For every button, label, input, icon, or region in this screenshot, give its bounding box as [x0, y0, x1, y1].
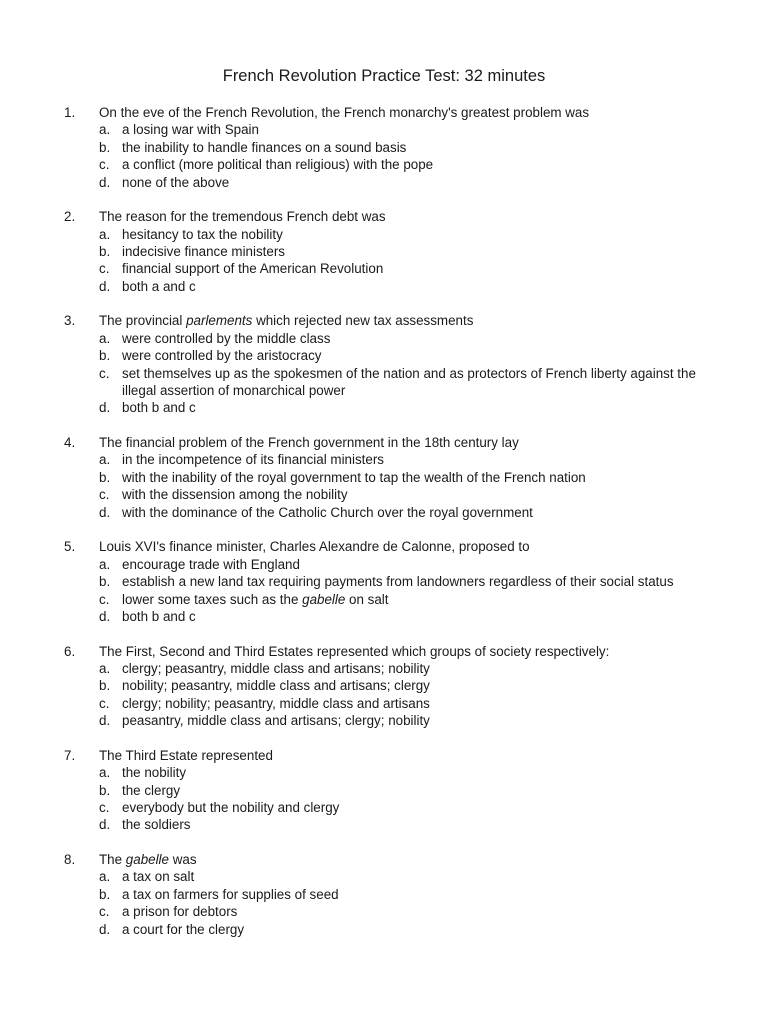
option-text: both a and c	[122, 278, 196, 294]
option-text: hesitancy to tax the nobility	[122, 226, 283, 242]
stem-text: The provincial	[99, 313, 187, 329]
option-letter: d.	[99, 713, 111, 729]
answer-option	[99, 347, 712, 364]
option-text: set themselves up as the spokesmen of the nation and as protectors of French liberty against the illegal assertion of monarchical power	[122, 365, 696, 399]
answer-option	[99, 764, 712, 781]
option-text: both b and c	[122, 608, 196, 624]
answer-option	[99, 486, 712, 503]
stem-italic-text: parlements	[186, 313, 253, 329]
answer-option	[99, 469, 712, 486]
option-text: peasantry, middle class and artisans; clergy; nobility	[122, 713, 430, 729]
answer-option	[99, 816, 712, 833]
option-text: financial support of the American Revolution	[122, 261, 384, 277]
question-stem	[99, 312, 719, 329]
option-letter: d.	[99, 817, 111, 833]
stem-text: Louis XVI's finance minister, Charles Alexandre de Calonne, proposed to	[99, 539, 530, 555]
option-text: establish a new land tax requiring payments from landowners regardless of their social status	[122, 574, 674, 590]
option-letter: b.	[99, 782, 111, 798]
option-letter: b.	[99, 678, 111, 694]
option-letter: c.	[99, 157, 110, 173]
option-letter: a.	[99, 330, 111, 346]
option-text: the clergy	[122, 782, 181, 798]
option-text: in the incompetence of its financial ministers	[122, 452, 384, 468]
answer-options	[0, 556, 768, 626]
option-text: a court for the clergy	[122, 921, 245, 937]
question-3	[0, 312, 768, 416]
question-2	[0, 208, 768, 295]
option-text: the soldiers	[122, 817, 191, 833]
stem-text: On the eve of the French Revolution, the French monarchy's greatest problem was	[99, 105, 590, 120]
option-letter: c.	[99, 695, 110, 711]
option-letter: d.	[99, 174, 111, 190]
option-letter: d.	[99, 921, 111, 937]
answer-option	[99, 330, 712, 347]
option-letter: a.	[99, 122, 111, 138]
option-letter: a.	[99, 869, 111, 885]
option-letter: b.	[99, 139, 111, 155]
option-text: were controlled by the middle class	[122, 330, 331, 346]
answer-option	[99, 156, 712, 173]
answer-option	[99, 504, 712, 521]
option-letter: d.	[99, 400, 111, 416]
option-letter: b.	[99, 469, 111, 485]
option-text: indecisive finance ministers	[122, 244, 285, 260]
answer-option	[99, 591, 712, 608]
question-number: 1.	[64, 105, 76, 120]
question-number: 7.	[64, 747, 76, 763]
answer-option	[99, 782, 712, 799]
question-7	[0, 747, 768, 834]
option-text: the inability to handle finances on a sound basis	[122, 139, 407, 155]
option-letter: b.	[99, 886, 111, 902]
answer-option	[99, 399, 712, 416]
option-text: everybody but the nobility and clergy	[122, 799, 340, 815]
answer-options	[0, 660, 768, 730]
option-letter: b.	[99, 348, 111, 364]
question-list	[0, 104, 768, 955]
question-stem	[99, 104, 719, 121]
option-text: none of the above	[122, 174, 230, 190]
answer-options	[0, 868, 768, 938]
option-text: a tax on salt	[122, 869, 195, 885]
answer-options	[0, 226, 768, 296]
option-text: a losing war with Spain	[122, 122, 259, 138]
option-letter: c.	[99, 365, 110, 381]
option-text: clergy; nobility; peasantry, middle class and artisans	[122, 695, 430, 711]
option-letter: c.	[99, 261, 110, 277]
option-letter: c.	[99, 799, 110, 815]
option-text: with the inability of the royal government to tap the wealth of the French nation	[122, 469, 586, 485]
question-6	[0, 643, 768, 730]
option-letter: b.	[99, 244, 111, 260]
stem-text: which rejected new tax assessments	[252, 313, 474, 329]
question-number: 4.	[64, 435, 76, 451]
question-number: 8.	[64, 851, 76, 867]
question-4	[0, 434, 768, 521]
question-stem	[99, 643, 719, 660]
answer-option	[99, 921, 712, 938]
option-text: lower some taxes such as the	[122, 591, 303, 607]
question-stem	[99, 538, 719, 555]
answer-option	[99, 677, 712, 694]
answer-options	[0, 764, 768, 834]
option-letter: d.	[99, 608, 111, 624]
stem-text: The	[99, 851, 126, 867]
option-letter: a.	[99, 765, 111, 781]
answer-option	[99, 660, 712, 677]
option-letter: c.	[99, 591, 110, 607]
answer-option	[99, 712, 712, 729]
option-text: encourage trade with England	[122, 556, 300, 572]
question-1	[0, 104, 768, 191]
answer-option	[99, 886, 712, 903]
option-text: clergy; peasantry, middle class and artisans; nobility	[122, 660, 430, 676]
option-letter: a.	[99, 226, 111, 242]
option-letter: a.	[99, 660, 111, 676]
answer-option	[99, 121, 712, 138]
question-number: 5.	[64, 539, 76, 555]
question-number: 2.	[64, 209, 76, 225]
question-5	[0, 538, 768, 625]
question-stem	[99, 208, 719, 225]
question-number: 3.	[64, 313, 76, 329]
stem-text: The reason for the tremendous French debt was	[99, 209, 386, 225]
option-text: with the dissension among the nobility	[122, 487, 348, 503]
option-text: the nobility	[122, 765, 187, 781]
option-text: a tax on farmers for supplies of seed	[122, 886, 339, 902]
option-text: a conflict (more political than religious) with the pope	[122, 157, 434, 173]
stem-text: was	[168, 851, 197, 867]
option-text: nobility; peasantry, middle class and artisans; clergy	[122, 678, 430, 694]
option-letter: a.	[99, 452, 111, 468]
answer-option	[99, 903, 712, 920]
answer-option	[99, 868, 712, 885]
option-letter: c.	[99, 487, 110, 503]
option-letter: a.	[99, 556, 111, 572]
option-text: on salt	[345, 591, 389, 607]
question-8	[0, 851, 768, 938]
question-number: 6.	[64, 643, 76, 659]
option-text: were controlled by the aristocracy	[122, 348, 322, 364]
question-stem	[99, 434, 719, 451]
stem-text: The First, Second and Third Estates represented which groups of society respectively:	[99, 643, 610, 659]
answer-option	[99, 799, 712, 816]
option-italic-text: gabelle	[302, 591, 346, 607]
option-letter: c.	[99, 904, 110, 920]
stem-text: The financial problem of the French government in the 18th century lay	[99, 435, 519, 451]
answer-option	[99, 451, 712, 468]
answer-options	[0, 121, 768, 191]
page-title: French Revolution Practice Test: 32 minutes	[222, 67, 546, 85]
question-stem	[99, 747, 719, 764]
stem-text: The Third Estate represented	[99, 747, 273, 763]
answer-option	[99, 556, 712, 573]
option-letter: d.	[99, 504, 111, 520]
option-text: a prison for debtors	[122, 904, 238, 920]
answer-option	[99, 278, 712, 295]
answer-option	[99, 174, 712, 191]
stem-italic-text: gabelle	[125, 851, 169, 867]
answer-option	[99, 243, 712, 260]
option-text: both b and c	[122, 400, 196, 416]
question-stem	[99, 851, 719, 868]
answer-option	[99, 139, 712, 156]
answer-option	[99, 226, 712, 243]
answer-option	[99, 260, 712, 277]
answer-options	[0, 451, 768, 521]
option-letter: b.	[99, 574, 111, 590]
answer-option	[99, 695, 712, 712]
answer-options	[0, 330, 768, 417]
option-letter: d.	[99, 278, 111, 294]
answer-option	[99, 573, 712, 590]
answer-option	[99, 365, 712, 400]
option-text: with the dominance of the Catholic Church over the royal government	[122, 504, 533, 520]
answer-option	[99, 608, 712, 625]
